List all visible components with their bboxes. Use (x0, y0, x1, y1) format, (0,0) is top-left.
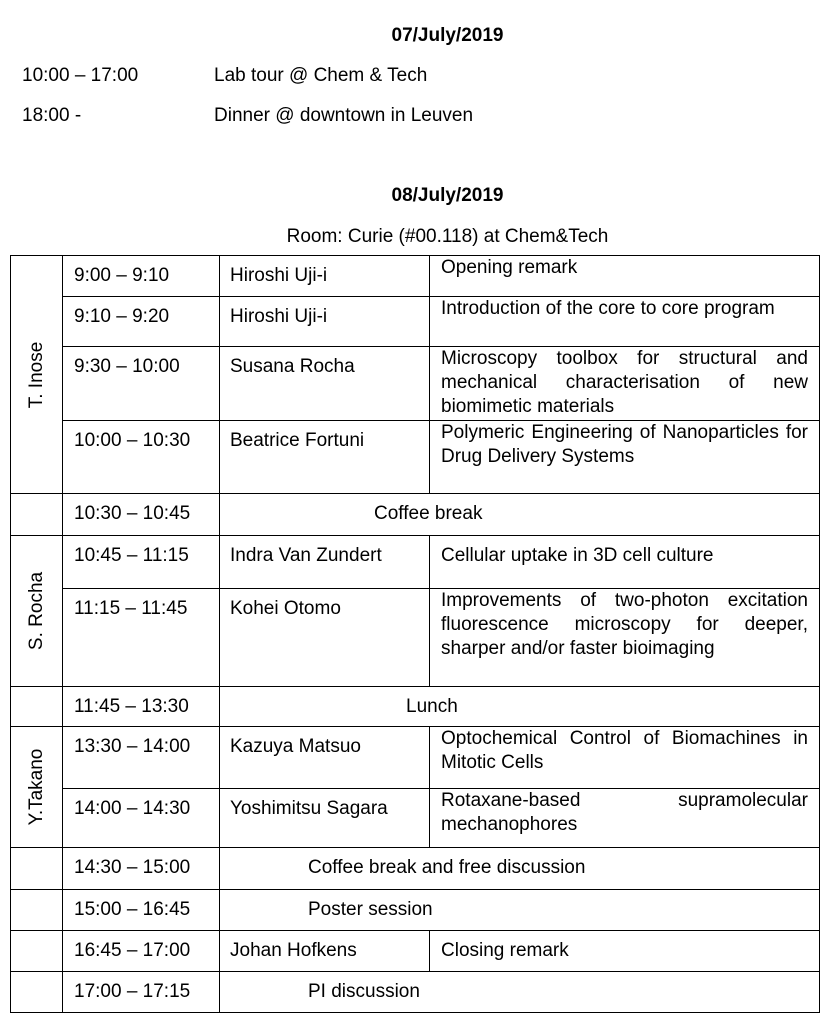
time-cell: 13:30 – 14:00 (63, 727, 220, 789)
table-row (11, 494, 820, 536)
talk-title: Closing remark (430, 931, 820, 972)
time-cell: 14:00 – 14:30 (63, 789, 220, 848)
speaker-cell: Indra Van Zundert (220, 536, 430, 589)
session-chair: T. Inose (11, 256, 63, 494)
day1-date: 07/July/2019 (391, 25, 504, 46)
table-row (11, 972, 820, 1013)
table-row (11, 848, 820, 890)
table-row (11, 931, 820, 972)
talk-title: Microscopy toolbox for structural and mechanical characterisation of new biomimetic materials (430, 347, 820, 421)
time-cell: 16:45 – 17:00 (63, 931, 220, 972)
break-label: PI discussion (220, 972, 820, 1013)
day1-event-time: 18:00 - (22, 105, 82, 126)
talk-title: Optochemical Control of Biomachines in Mitotic Cells (430, 727, 820, 789)
time-cell: 9:30 – 10:00 (63, 347, 220, 421)
empty-chair-cell (11, 494, 63, 536)
speaker-cell: Susana Rocha (220, 347, 430, 421)
day1-event-time: 10:00 – 17:00 (22, 65, 139, 86)
talk-title: Rotaxane-based supramolecular mechanophores (430, 789, 820, 848)
time-cell: 17:00 – 17:15 (63, 972, 220, 1013)
break-label: Coffee break (220, 494, 820, 536)
time-cell: 9:10 – 9:20 (63, 297, 220, 347)
table-row (11, 536, 820, 589)
empty-chair-cell (11, 687, 63, 727)
table-row (11, 687, 820, 727)
time-cell: 10:30 – 10:45 (63, 494, 220, 536)
time-cell: 11:45 – 13:30 (63, 687, 220, 727)
talk-title: Introduction of the core to core program (430, 297, 820, 347)
empty-chair-cell (11, 972, 63, 1013)
time-cell: 10:00 – 10:30 (63, 421, 220, 494)
time-cell: 9:00 – 9:10 (63, 256, 220, 297)
empty-chair-cell (11, 931, 63, 972)
table-row (11, 297, 820, 347)
time-cell: 10:45 – 11:15 (63, 536, 220, 589)
empty-chair-cell (11, 848, 63, 890)
room-label: Room: Curie (#00.118) at Chem&Tech (286, 226, 609, 247)
talk-title: Polymeric Engineering of Nanoparticles for Drug Delivery Systems (430, 421, 820, 494)
speaker-cell: Yoshimitsu Sagara (220, 789, 430, 848)
speaker-cell: Beatrice Fortuni (220, 421, 430, 494)
speaker-cell: Hiroshi Uji-i (220, 256, 430, 297)
speaker-cell: Hiroshi Uji-i (220, 297, 430, 347)
talk-title: Opening remark (430, 256, 820, 297)
table-row (11, 789, 820, 848)
day1-event-desc: Dinner @ downtown in Leuven (214, 105, 474, 126)
table-row (11, 890, 820, 931)
table-row (11, 347, 820, 421)
time-cell: 15:00 – 16:45 (63, 890, 220, 931)
schedule-table (10, 255, 820, 1013)
session-chair: Y.Takano (11, 727, 63, 848)
speaker-cell: Kazuya Matsuo (220, 727, 430, 789)
break-label: Poster session (220, 890, 820, 931)
table-row (11, 589, 820, 687)
day2-date: 08/July/2019 (391, 185, 504, 206)
empty-chair-cell (11, 890, 63, 931)
time-cell: 11:15 – 11:45 (63, 589, 220, 687)
talk-title: Cellular uptake in 3D cell culture (430, 536, 820, 589)
table-row (11, 421, 820, 494)
talk-title: Improvements of two-photon excitation fluorescence microscopy for deeper, sharper and/or faster bioimaging (430, 589, 820, 687)
break-label: Lunch (220, 687, 820, 727)
table-row (11, 727, 820, 789)
speaker-cell: Kohei Otomo (220, 589, 430, 687)
speaker-cell: Johan Hofkens (220, 931, 430, 972)
day1-event-desc: Lab tour @ Chem & Tech (214, 65, 428, 86)
break-label: Coffee break and free discussion (220, 848, 820, 890)
time-cell: 14:30 – 15:00 (63, 848, 220, 890)
table-row (11, 256, 820, 297)
session-chair: S. Rocha (11, 536, 63, 687)
